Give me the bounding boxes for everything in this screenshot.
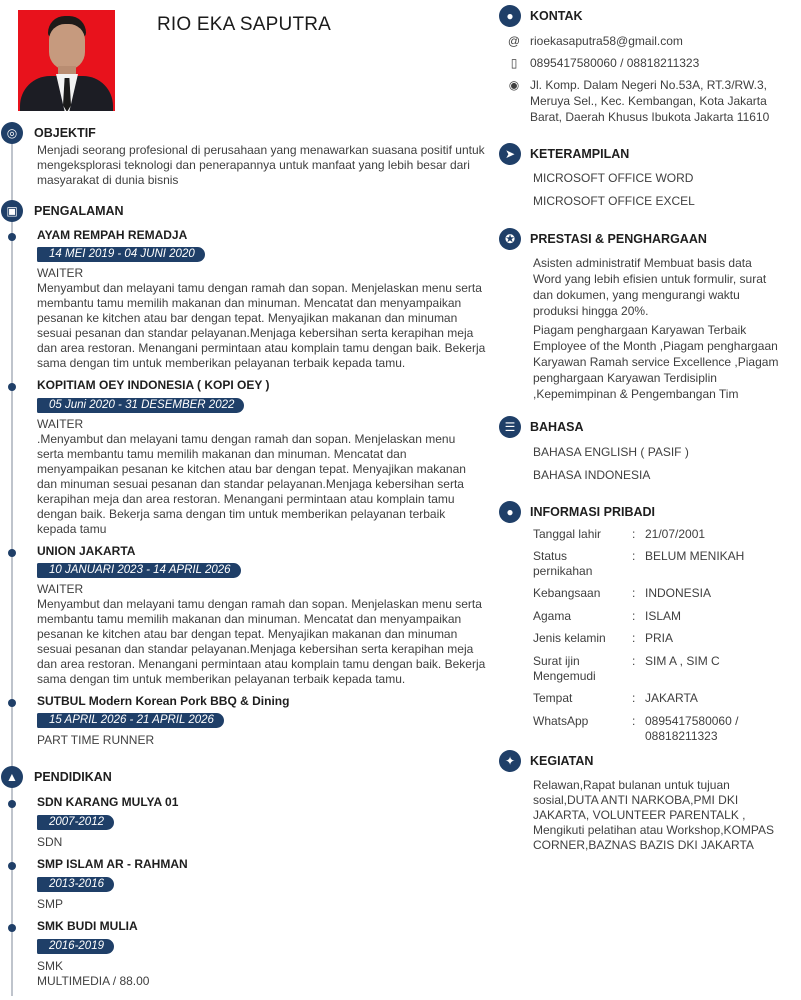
- info-label: WhatsApp: [533, 714, 589, 728]
- kegiatan-text: Relawan,Rapat bulanan untuk tujuan sosial,DUTA ANTI NARKOBA,PMI DKI JAKARTA, VOLUNTEER PARENTALK , Mengikuti pelatihan atau Workshop,KOMPAS CORNER,BAZNAS BAZIS DKI JAKARTA: [533, 778, 775, 852]
- exp-desc: Menyambut dan melayani tamu dengan ramah dan sopan. Menjelaskan menu serta membantu tamu memilih makanan dan minuman. Mencatat dan menyampaikan pesanan ke kitchen atau bar dengan tepat. Menyajikan makanan dan minuman sesuai pesanan dan standar pelayanan.Menjaga kebersihan serta kerapihan meja dan area restoran. Menangani permintaan atau komplain tamu dengan baik. Bekerja sama dengan tim untuk memberikan pelayanan terbaik kepada tamu.: [37, 281, 486, 370]
- location-pin-icon: ◉: [508, 78, 520, 92]
- user-icon: ●: [499, 5, 521, 27]
- section-title-pendidikan: PENDIDIKAN: [34, 770, 112, 784]
- info-label: Surat ijin Mengemudi: [533, 654, 596, 683]
- exp-company: SUTBUL Modern Korean Pork BBQ & Dining: [37, 694, 290, 708]
- info-value: ISLAM: [645, 609, 682, 623]
- skill-item: MICROSOFT OFFICE WORD: [533, 171, 694, 185]
- info-value: SIM A , SIM C: [645, 654, 720, 668]
- language-item: BAHASA INDONESIA: [533, 468, 651, 482]
- info-label: Status pernikahan: [533, 549, 593, 578]
- exp-dates: 10 JANUARI 2023 - 14 APRIL 2026: [37, 563, 241, 578]
- graduation-cap-icon: ▲: [1, 766, 23, 788]
- info-label: Kebangsaan: [533, 586, 601, 600]
- contact-address: Jl. Komp. Dalam Negeri No.53A, RT.3/RW.3, Meruya Sel., Kec. Kembangan, Kota Jakarta Barat, Daerah Khusus Ibukota Jakarta 11610: [530, 78, 770, 124]
- section-title-prestasi: PRESTASI & PENGHARGAAN: [530, 232, 707, 246]
- timeline-dot: [8, 549, 16, 557]
- phone-icon: ▯: [510, 56, 518, 70]
- info-value: 0895417580060 / 08818211323: [645, 714, 739, 743]
- timeline-dot: [8, 233, 16, 241]
- contact-email: rioekasaputra58@gmail.com: [530, 34, 683, 48]
- book-icon: ☰: [499, 416, 521, 438]
- rocket-icon: ➤: [499, 143, 521, 165]
- section-title-informasi: INFORMASI PRIBADI: [530, 505, 655, 519]
- exp-company: KOPITIAM OEY INDONESIA ( KOPI OEY ): [37, 378, 270, 392]
- section-title-pengalaman: PENGALAMAN: [34, 204, 124, 218]
- exp-role: WAITER: [37, 266, 84, 280]
- section-title-keterampilan: KETERAMPILAN: [530, 147, 630, 161]
- timeline-dot: [8, 862, 16, 870]
- edu-years: 2007-2012: [37, 815, 114, 830]
- timeline-dot: [8, 924, 16, 932]
- profile-photo: [18, 10, 115, 111]
- achievement-item: Asisten administratif Membuat basis data Word yang lebih efisien untuk formulir, surat dan dokumen, yang mengurangi waktu produksi hingga 20%.: [533, 256, 767, 318]
- exp-role: WAITER: [37, 417, 84, 431]
- exp-dates: 15 APRIL 2026 - 21 APRIL 2026: [37, 713, 224, 728]
- info-value: INDONESIA: [645, 586, 712, 600]
- info-label: Agama: [533, 609, 572, 623]
- section-title-kegiatan: KEGIATAN: [530, 754, 594, 768]
- exp-company: UNION JAKARTA: [37, 544, 136, 558]
- achievement-item: Piagam penghargaan Karyawan Terbaik Employee of the Month ,Piagam penghargaan Karyawan Ramah service Excellence ,Piagam penghargaan Karyawan Terdisiplin ,Kepemimpinan & Pengembangan Tim: [533, 323, 779, 401]
- objektif-text: Menjadi seorang profesional di perusahaan yang menawarkan suasana positif untuk mengeksplorasi teknologi dan penerapannya untuk manfaat yang lebih besar dari masyarakat di dunia bisnis: [37, 143, 485, 187]
- edu-school: SMP ISLAM AR - RAHMAN: [37, 857, 188, 871]
- section-title-objektif: OBJEKTIF: [34, 126, 96, 140]
- contact-phone: 0895417580060 / 08818211323: [530, 56, 700, 70]
- section-title-kontak: KONTAK: [530, 9, 583, 23]
- edu-school: SMK BUDI MULIA: [37, 919, 138, 933]
- info-value: JAKARTA: [645, 691, 698, 705]
- briefcase-icon: ▣: [1, 200, 23, 222]
- section-title-bahasa: BAHASA: [530, 420, 584, 434]
- info-label: Tanggal lahir: [533, 527, 602, 541]
- info-value: BELUM MENIKAH: [645, 549, 745, 563]
- candidate-name: RIO EKA SAPUTRA: [157, 14, 332, 35]
- timeline-dot: [8, 699, 16, 707]
- edu-years: 2013-2016: [37, 877, 114, 892]
- skill-item: MICROSOFT OFFICE EXCEL: [533, 194, 695, 208]
- exp-desc: .Menyambut dan melayani tamu dengan ramah dan sopan. Menjelaskan menu serta membantu tamu memilih makanan dan minuman. Mencatat dan menyampaikan pesanan ke kitchen atau bar dengan tepat. Menyajikan makanan dan minuman sesuai pesanan dan standar pelayanan.Menjaga kebersihan serta kerapihan meja dan area restoran. Menangani permintaan atau komplain tamu dengan baik. Bekerja sama dengan tim untuk memberikan pelayanan terbaik kepada tamu: [37, 432, 466, 536]
- edu-level: SDN: [37, 835, 63, 849]
- at-icon: @: [507, 34, 521, 48]
- edu-school: SDN KARANG MULYA 01: [37, 795, 179, 809]
- timeline-dot: [8, 800, 16, 808]
- exp-dates: 05 Juni 2020 - 31 DESEMBER 2022: [37, 398, 244, 413]
- info-label: Jenis kelamin: [533, 631, 606, 645]
- edu-level: SMP: [37, 897, 64, 911]
- language-item: BAHASA ENGLISH ( PASIF ): [533, 445, 689, 459]
- timeline-dot: [8, 383, 16, 391]
- edu-extra: MULTIMEDIA / 88.00: [37, 974, 150, 988]
- target-icon: ◎: [1, 122, 23, 144]
- exp-role: PART TIME RUNNER: [37, 733, 155, 747]
- edu-level: SMK: [37, 959, 64, 973]
- info-value: PRIA: [645, 631, 674, 645]
- exp-dates: 14 MEI 2019 - 04 JUNI 2020: [37, 247, 205, 262]
- info-label: Tempat: [533, 691, 573, 705]
- puzzle-icon: ✦: [499, 750, 521, 772]
- award-icon: ✪: [499, 228, 521, 250]
- exp-company: AYAM REMPAH REMADJA: [37, 228, 188, 242]
- info-value: 21/07/2001: [645, 527, 706, 541]
- exp-role: WAITER: [37, 582, 84, 596]
- edu-years: 2016-2019: [37, 939, 114, 954]
- person-icon: ●: [499, 501, 521, 523]
- exp-desc: Menyambut dan melayani tamu dengan ramah dan sopan. Menjelaskan menu serta membantu tamu memilih makanan dan minuman. Mencatat dan menyampaikan pesanan ke kitchen atau bar dengan tepat. Menyajikan makanan dan minuman sesuai pesanan dan standar pelayanan.Menjaga kebersihan serta kerapihan meja dan area restoran. Menangani permintaan atau komplain tamu dengan baik. Bekerja sama dengan tim untuk memberikan pelayanan terbaik kepada tamu.: [37, 597, 486, 686]
